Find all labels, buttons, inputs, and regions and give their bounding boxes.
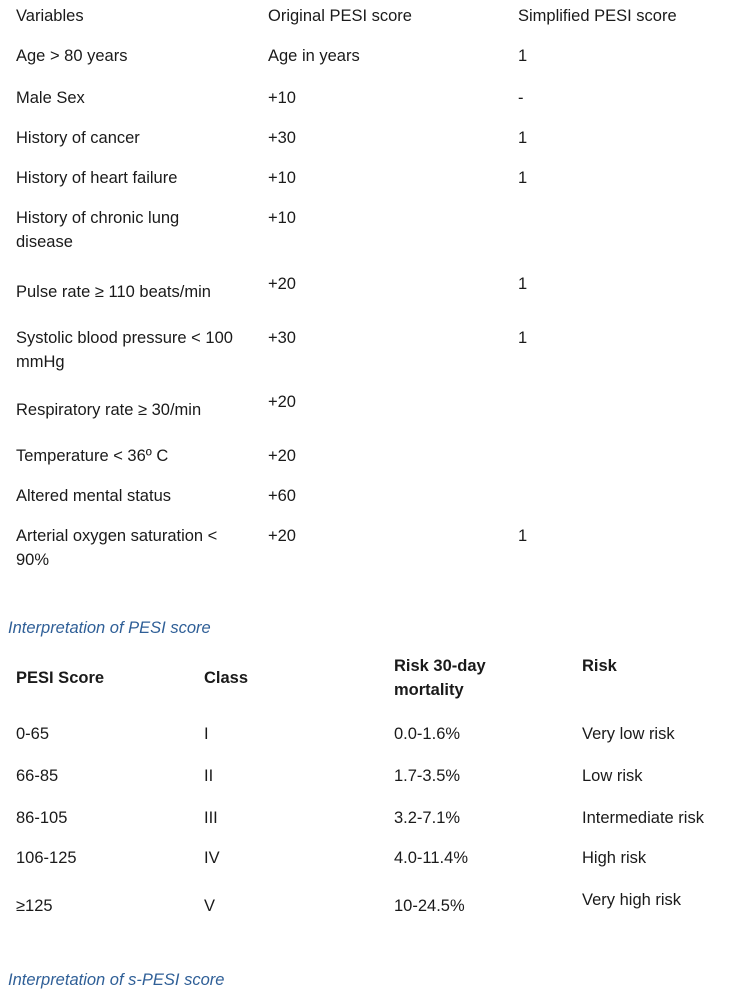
table-cell: +20 xyxy=(268,393,296,411)
caption-pesi-interpretation: Interpretation of PESI score xyxy=(8,619,211,637)
table-cell: 1.7-3.5% xyxy=(394,767,461,785)
table-cell: Age in years xyxy=(268,47,360,65)
table-cell: Respiratory rate ≥ 30/min xyxy=(16,401,202,419)
header-pesi-score: PESI Score xyxy=(16,669,105,687)
caption-spesi-interpretation: Interpretation of s-PESI score xyxy=(8,971,225,989)
table-cell: Intermediate risk xyxy=(582,809,704,827)
table-cell: - xyxy=(518,89,524,107)
table-cell: 0-65 xyxy=(16,725,50,743)
table-cell: +10 xyxy=(268,209,296,227)
table-cell: History of cancer xyxy=(16,129,140,147)
table-cell: 4.0-11.4% xyxy=(394,849,468,867)
table-cell: History of heart failure xyxy=(16,169,178,187)
table-cell: Arterial oxygen saturation < 90% xyxy=(16,527,218,569)
table-cell: Altered mental status xyxy=(16,487,171,505)
table-cell: High risk xyxy=(582,849,647,867)
header-risk-30-day-mortality: Risk 30-day mortality xyxy=(394,657,486,699)
table-cell: V xyxy=(204,897,216,915)
table-cell: Temperature < 36º C xyxy=(16,447,169,465)
table-cell: ≥125 xyxy=(16,897,53,915)
table-cell: History of chronic lung disease xyxy=(16,209,180,251)
header-class: Class xyxy=(204,669,249,687)
table-cell: 0.0-1.6% xyxy=(394,725,461,743)
table-cell: 1 xyxy=(518,527,528,545)
table-cell: +20 xyxy=(268,447,296,465)
table-cell: +10 xyxy=(268,89,296,107)
table-cell: 3.2-7.1% xyxy=(394,809,461,827)
header-variables: Variables xyxy=(16,7,84,25)
table-cell: Age > 80 years xyxy=(16,47,128,65)
header-risk: Risk xyxy=(582,657,617,675)
table-cell: +20 xyxy=(268,527,296,545)
table-cell: 10-24.5% xyxy=(394,897,465,915)
table-cell: 1 xyxy=(518,329,528,347)
table-cell: +60 xyxy=(268,487,296,505)
header-simplified-pesi: Simplified PESI score xyxy=(518,7,677,25)
table-cell: 86-105 xyxy=(16,809,68,827)
table-cell: Male Sex xyxy=(16,89,85,107)
table-cell: 1 xyxy=(518,47,528,65)
table-cell: IV xyxy=(204,849,220,867)
table-cell: Systolic blood pressure < 100 mmHg xyxy=(16,329,233,371)
table-cell: III xyxy=(204,809,218,827)
table-cell: +20 xyxy=(268,275,296,293)
table-cell: 66-85 xyxy=(16,767,59,785)
table-cell: +30 xyxy=(268,129,296,147)
table-cell: 106-125 xyxy=(16,849,77,867)
table-cell: Very high risk xyxy=(582,891,682,909)
table-cell: Pulse rate ≥ 110 beats/min xyxy=(16,283,211,301)
table-cell: +10 xyxy=(268,169,296,187)
table-cell: 1 xyxy=(518,275,528,293)
table-cell: II xyxy=(204,767,214,785)
header-original-pesi: Original PESI score xyxy=(268,7,412,25)
table-cell: Very low risk xyxy=(582,725,675,743)
table-cell: 1 xyxy=(518,169,528,187)
table-cell: 1 xyxy=(518,129,528,147)
table-cell: I xyxy=(204,725,209,743)
table-cell: +30 xyxy=(268,329,296,347)
table-cell: Low risk xyxy=(582,767,643,785)
